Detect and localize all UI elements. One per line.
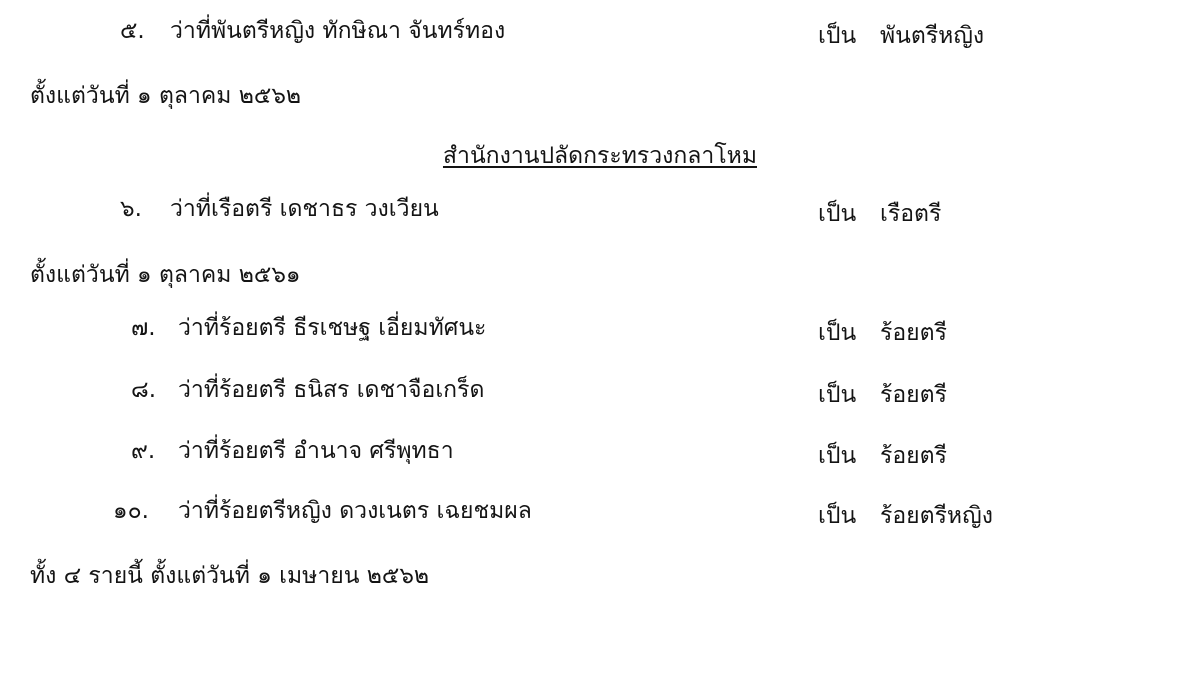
section-heading [0,138,1200,174]
list-item-number: ๖. [120,196,142,222]
list-item-connector: เป็น [818,503,857,529]
list-item-number: ๑๐. [113,498,149,524]
list-item-name: ว่าที่ร้อยตรี อำนาจ ศรีพุทธา [178,438,454,464]
list-item-name: ว่าที่เรือตรี เดชาธร วงเวียน [170,196,439,222]
list-item-connector: เป็น [818,23,857,49]
list-item-rank: พันตรีหญิง [880,23,985,49]
list-item-name: ว่าที่ร้อยตรี ธนิสร เดชาจือเกร็ด [178,377,485,403]
list-item-connector: เป็น [818,320,857,346]
list-item-name: ว่าที่ร้อยตรี ธีรเชษฐ เอี่ยมทัศนะ [178,315,487,341]
list-item-rank: เรือตรี [880,201,942,227]
list-item-name: ว่าที่ร้อยตรีหญิง ดวงเนตร เฉยชมผล [178,498,532,524]
effective-date-line: ตั้งแต่วันที่ ๑ ตุลาคม ๒๕๖๑ [30,262,301,288]
effective-date-line: ทั้ง ๔ รายนี้ ตั้งแต่วันที่ ๑ เมษายน ๒๕๖๒ [30,563,430,589]
list-item-name: ว่าที่พันตรีหญิง ทักษิณา จันทร์ทอง [170,18,506,44]
list-item-number: ๕. [120,18,145,44]
section-heading-text: สำนักงานปลัดกระทรวงกลาโหม [442,143,757,169]
list-item-rank: ร้อยตรีหญิง [880,503,993,529]
list-item-rank: ร้อยตรี [880,382,947,408]
list-item-number: ๙. [131,438,156,464]
list-item-rank: ร้อยตรี [880,443,947,469]
list-item-connector: เป็น [818,382,857,408]
effective-date-line: ตั้งแต่วันที่ ๑ ตุลาคม ๒๕๖๒ [30,83,302,109]
list-item-number: ๘. [131,377,157,403]
list-item-number: ๗. [131,315,156,341]
list-item-connector: เป็น [818,443,857,469]
list-item-rank: ร้อยตรี [880,320,947,346]
list-item-connector: เป็น [818,201,857,227]
